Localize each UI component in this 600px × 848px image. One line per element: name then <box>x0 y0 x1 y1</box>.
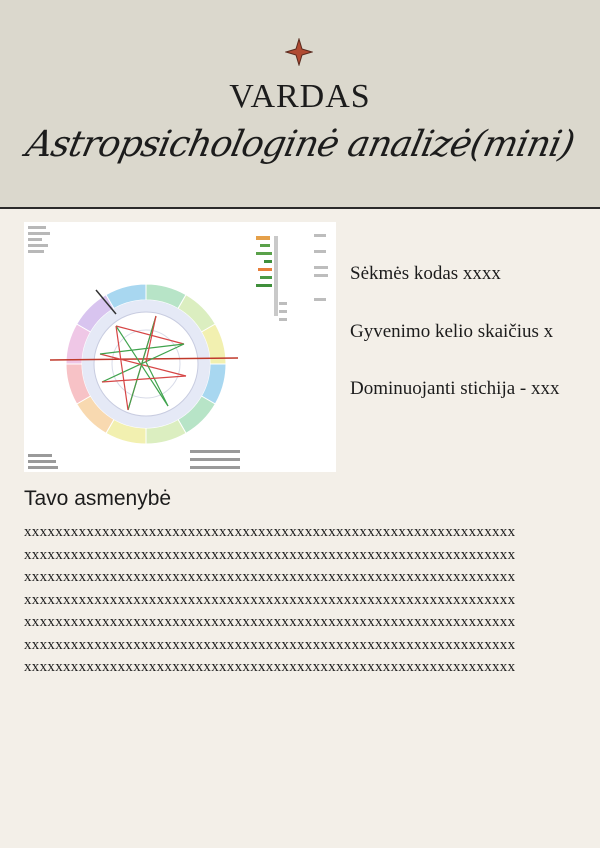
natal-chart-wheel-icon <box>24 222 336 472</box>
personality-heading: Tavo asmenybė <box>24 487 172 510</box>
page-subtitle: Astropsichologinė analizė(mini) <box>22 124 578 165</box>
natal-chart-image <box>24 222 336 472</box>
text-line: xxxxxxxxxxxxxxxxxxxxxxxxxxxxxxxxxxxxxxxxxxxxxxxxxxxxxxxxxxxxxxx <box>24 636 516 653</box>
text-line: xxxxxxxxxxxxxxxxxxxxxxxxxxxxxxxxxxxxxxxxxxxxxxxxxxxxxxxxxxxxxxx <box>24 569 516 585</box>
page-title: VARDAS <box>229 78 371 115</box>
aspect-circle <box>94 312 198 416</box>
star-icon <box>285 38 313 66</box>
luck-code: Sėkmės kodas xxxx <box>350 263 501 284</box>
text-line: xxxxxxxxxxxxxxxxxxxxxxxxxxxxxxxxxxxxxxxxxxxxxxxxxxxxxxxxxxxxxxx <box>24 659 516 675</box>
personality-text <box>24 521 564 679</box>
text-line: xxxxxxxxxxxxxxxxxxxxxxxxxxxxxxxxxxxxxxxxxxxxxxxxxxxxxxxxxxxxxxx <box>24 546 516 563</box>
header-banner <box>0 0 600 209</box>
text-line: xxxxxxxxxxxxxxxxxxxxxxxxxxxxxxxxxxxxxxxxxxxxxxxxxxxxxxxxxxxxxxx <box>24 524 516 540</box>
text-line: xxxxxxxxxxxxxxxxxxxxxxxxxxxxxxxxxxxxxxxxxxxxxxxxxxxxxxxxxxxxxxx <box>24 591 516 608</box>
life-path-number: Gyvenimo kelio skaičius x <box>350 321 554 342</box>
text-line: xxxxxxxxxxxxxxxxxxxxxxxxxxxxxxxxxxxxxxxxxxxxxxxxxxxxxxxxxxxxxxx <box>24 614 516 630</box>
dominant-element: Dominuojanti stichija - xxx <box>350 378 560 399</box>
